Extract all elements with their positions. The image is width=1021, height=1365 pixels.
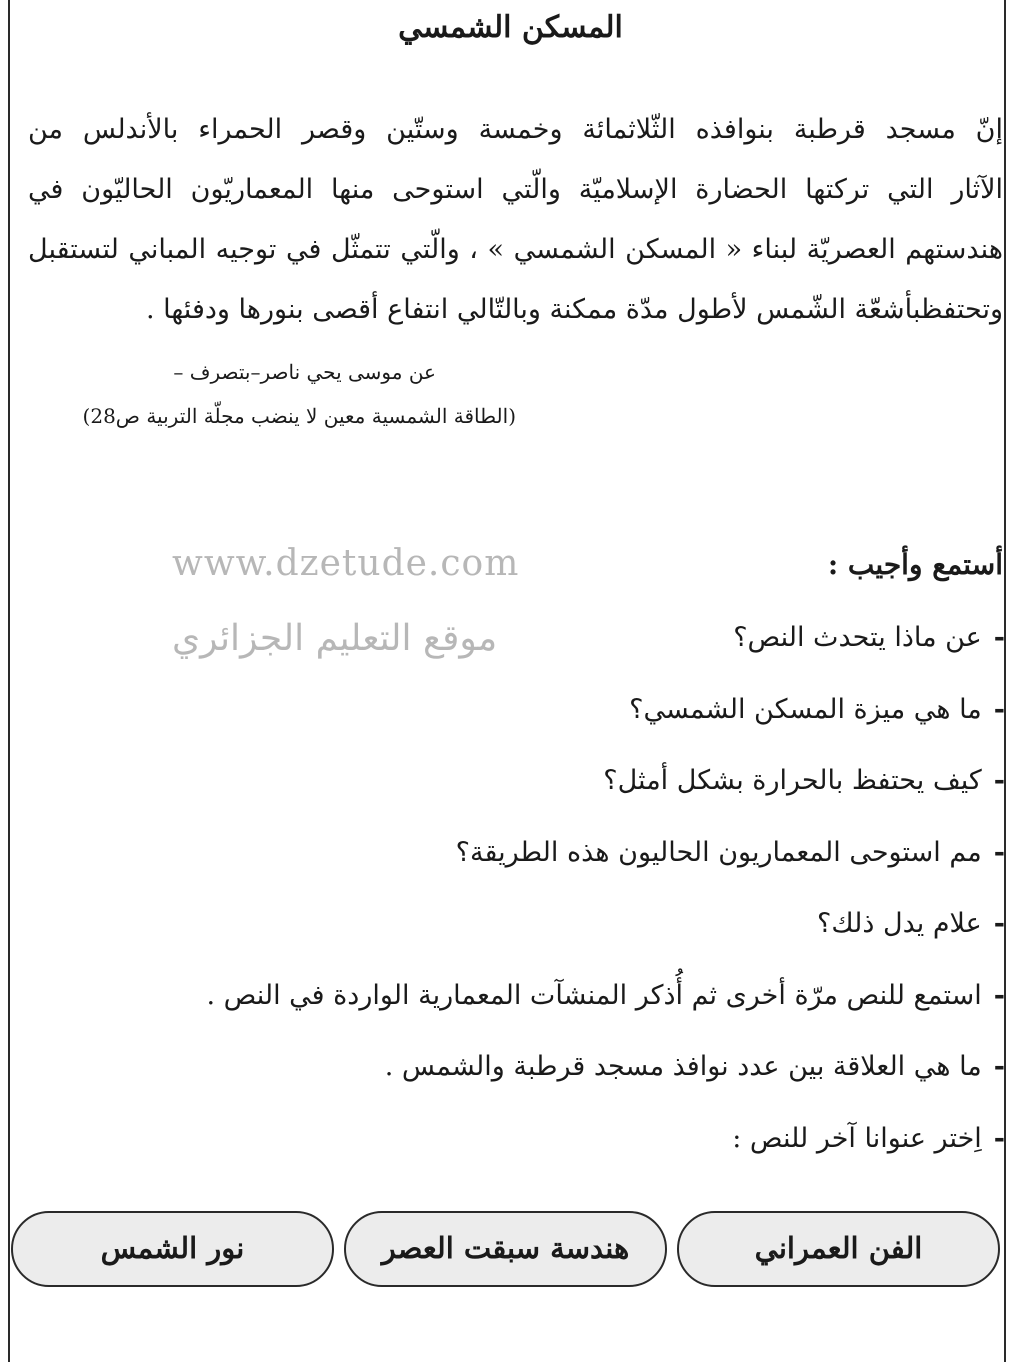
title-option-sunlight[interactable]: نور الشمس [11,1211,334,1287]
watermark-url: www.dzetude.com [172,543,520,584]
title-option-engineering-ahead[interactable]: هندسة سبقت العصر [344,1211,667,1287]
passage-line: وتحتفظبأشعّة الشّمس لأطول مدّة ممكنة وبالتّالي انتفاع أقصى بنورها ودفئها . [145,294,1003,325]
question-item [135,1039,1005,1111]
bullet-dash: - [993,765,1005,796]
question-text: ما هي العلاقة بين عدد نوافذ مسجد قرطبة والشمس . [384,1051,982,1082]
source-reference: (الطاقة الشمسية معين لا ينضب مجلّة التربية ص28) [82,404,516,428]
question-item [135,825,1005,897]
question-item [135,682,1005,754]
watermark-site-name: موقع التعليم الجزائري [172,618,498,659]
question-text: اِختر عنوانا آخر للنص : [732,1122,982,1154]
question-item [135,610,1005,682]
bullet-dash: - [993,979,1005,1011]
passage-line: الآثار التي تركتها الحضارة الإسلاميّة والّتي استوحى منها المعماريّون الحاليّون في [28,174,1003,205]
bullet-dash: - [993,1051,1005,1082]
source-author: عن موسى يحي ناصر–بتصرف – [173,360,436,384]
bullet-dash: - [993,693,1005,725]
question-text: كيف يحتفظ بالحرارة بشكل أمثل؟ [603,765,982,796]
question-text: استمع للنص مرّة أخرى ثم أُذكر المنشآت المعمارية الواردة في النص . [206,979,982,1011]
bullet-dash: - [993,836,1005,868]
question-text: علام يدل ذلك؟ [817,908,982,939]
bullet-dash: - [993,622,1005,653]
bullet-dash: - [993,1122,1005,1154]
question-text: مم استوحى المعماريون الحاليون هذه الطريقة؟ [455,836,982,868]
question-text: عن ماذا يتحدث النص؟ [733,622,982,653]
question-item [135,896,1005,968]
reading-passage [28,100,1003,340]
questions-list [135,610,1005,1182]
section-title: أستمع وأجيب : [827,548,1003,581]
passage-line: هندستهم العصريّة لبناء « المسكن الشمسي » ، والّتي تتمثّل في توجيه المباني لتستقبل [28,234,1003,265]
question-item [135,1111,1005,1183]
question-text: ما هي ميزة المسكن الشمسي؟ [629,693,982,725]
question-item [135,968,1005,1040]
question-item [135,753,1005,825]
document-title: المسكن الشمسي [398,10,623,45]
passage-line: إنّ مسجد قرطبة بنوافذه الثّلاثمائة وخمسة وستّين وقصر الحمراء بالأندلس من [28,114,1003,145]
bullet-dash: - [993,908,1005,939]
title-option-urban-art[interactable]: الفن العمراني [677,1211,1000,1287]
